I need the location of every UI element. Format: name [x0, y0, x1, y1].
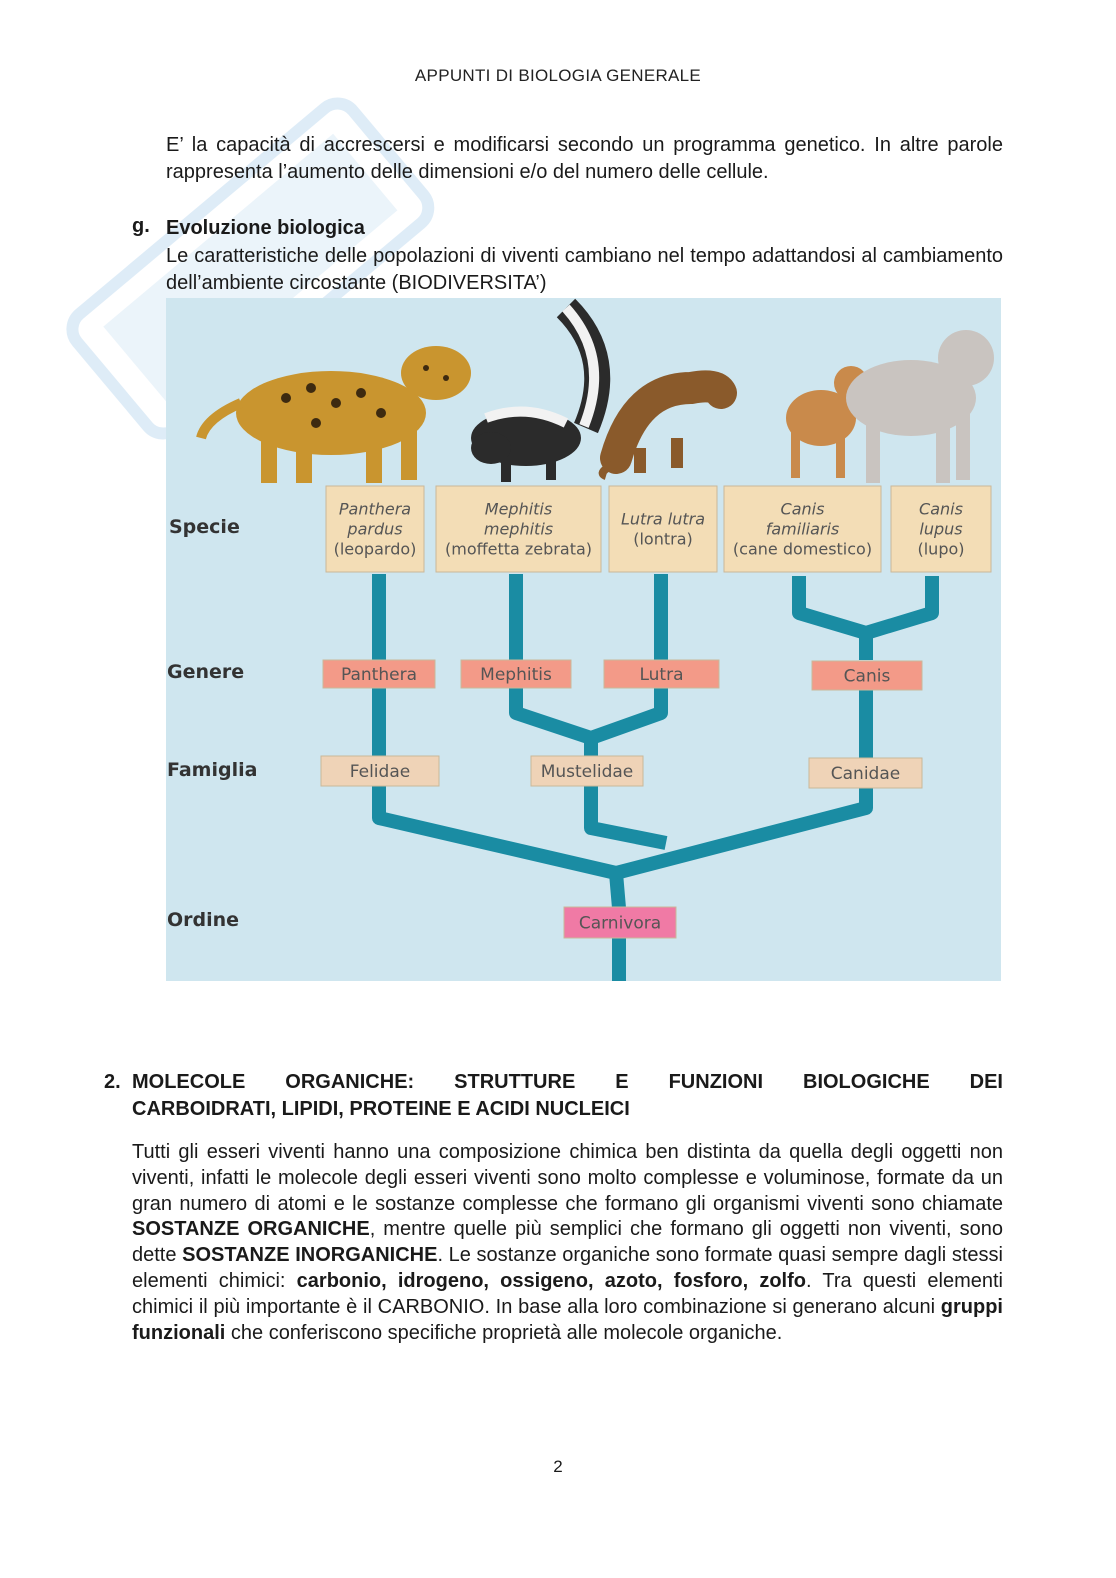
- rank-label-species: Specie: [169, 516, 240, 538]
- species-box-line: Canis: [780, 499, 825, 519]
- species-box: [724, 486, 881, 572]
- species-box: [891, 486, 991, 572]
- rank-label-family: Famiglia: [167, 759, 258, 781]
- order-box: [564, 907, 676, 938]
- section2-text-1: Tutti gli esseri viventi hanno una composizione chimica ben distinta da quella degli oggetti non viventi, infatti le molecole degli esseri viventi sono molto complesse e voluminose, formate da un gran numero di atomi e le sostanze complesse che formano gli organismi viventi sono chiamate: [132, 1141, 1003, 1215]
- species-box-line: (lontra): [633, 529, 693, 549]
- section2-number: 2.: [104, 1071, 121, 1093]
- species-box: [609, 486, 717, 572]
- subsection-body: Le caratteristiche delle popolazioni di viventi cambiano nel tempo adattandosi al cambiamento dell’ambiente circostante (BIODIVERSITA’): [166, 245, 1003, 294]
- genus-box: [604, 660, 719, 688]
- rank-label-genus: Genere: [167, 661, 245, 683]
- intro-paragraph: E’ la capacità di accrescersi e modificarsi secondo un programma genetico. In altre parole rappresenta l’aumento delle dimensioni e/o del numero delle cellule.: [166, 134, 1003, 183]
- section2-text-3: . Le sostanze organiche sono formate quasi sempre dagli stessi elementi chimici:: [132, 1244, 1003, 1292]
- section2-paragraph: [132, 1140, 1003, 1346]
- species-box-line: Canis: [919, 499, 963, 519]
- genus-box-line: Canis: [843, 666, 891, 687]
- species-box-line: (leopardo): [333, 539, 417, 559]
- taxonomy-figure: [166, 298, 1001, 981]
- subsection-letter: g.: [132, 215, 150, 237]
- genus-box: [461, 660, 571, 688]
- family-box: [531, 756, 643, 786]
- functional-groups-term: gruppi funzionali: [132, 1295, 1003, 1344]
- chemical-elements-list: carbonio, idrogeno, ossigeno, azoto, fosforo, zolfo: [296, 1269, 806, 1292]
- section2-text-4: . Tra questi elementi chimici il più importante è il CARBONIO. In base alla loro combinazione si generano alcuni: [132, 1269, 1003, 1318]
- inorganic-substances-term: SOSTANZE INORGANICHE: [182, 1244, 438, 1267]
- family-box: [809, 758, 922, 788]
- species-box-line: (cane domestico): [732, 539, 873, 559]
- species-box: [436, 486, 601, 572]
- genus-box: [323, 660, 435, 688]
- species-box-line: mephitis: [483, 519, 554, 539]
- page-header: APPUNTI DI BIOLOGIA GENERALE: [414, 66, 702, 85]
- order-box-line: Carnivora: [578, 913, 662, 934]
- species-box-line: lupus: [919, 519, 963, 539]
- species-box-line: pardus: [347, 519, 403, 539]
- species-box-line: (moffetta zebrata): [444, 539, 593, 559]
- species-box-line: Lutra lutra: [620, 509, 706, 529]
- organic-substances-term: SOSTANZE ORGANICHE: [132, 1218, 370, 1241]
- genus-box-line: Mephitis: [480, 664, 552, 685]
- family-box-line: Mustelidae: [540, 761, 634, 782]
- family-box-line: Canidae: [830, 763, 901, 784]
- genus-box: [812, 661, 922, 690]
- genus-box-line: Lutra: [639, 664, 684, 685]
- subsection-title: Evoluzione biologica: [166, 217, 365, 239]
- genus-box-line: Panthera: [341, 664, 417, 685]
- family-box-line: Felidae: [349, 761, 411, 782]
- section2-text-2: , mentre quelle più semplici che formano gli oggetti non viventi, sono dette: [132, 1218, 1003, 1267]
- species-box-line: Mephitis: [484, 499, 553, 519]
- section2-title-line1: MOLECOLE ORGANICHE: STRUTTURE E FUNZIONI BIOLOGICHE DEI: [132, 1071, 1003, 1093]
- species-box-line: (lupo): [917, 539, 965, 559]
- species-box-line: familiaris: [765, 519, 840, 539]
- species-box: [326, 486, 424, 572]
- section2-title-line2: CARBOIDRATI, LIPIDI, PROTEINE E ACIDI NUCLEICI: [132, 1098, 630, 1120]
- section2-text-5: che conferiscono specifiche proprietà alle molecole organiche.: [225, 1321, 783, 1344]
- page-number: 2: [553, 1457, 563, 1476]
- rank-label-order: Ordine: [167, 909, 240, 931]
- species-box-line: Panthera: [338, 499, 412, 519]
- family-box: [321, 756, 439, 786]
